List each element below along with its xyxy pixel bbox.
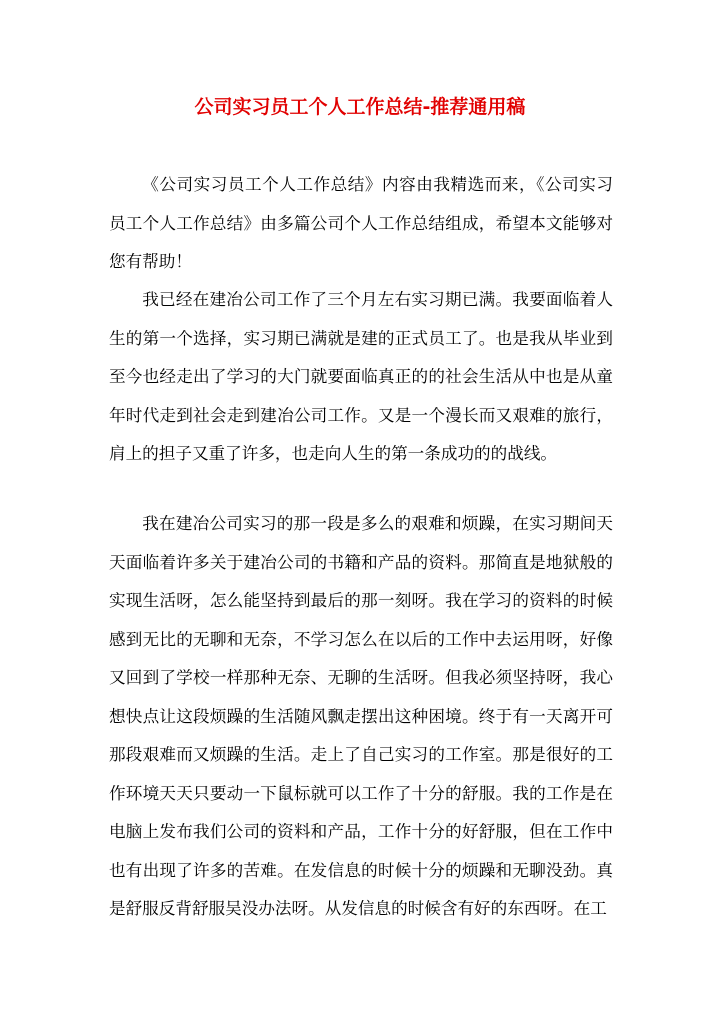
intro-paragraph: 《公司实习员工个人工作总结》内容由我精选而来，《公司实习员工个人工作总结》由多篇公司个人工作总结组成，希望本文能够对您有帮助！ xyxy=(109,175,613,271)
body-paragraph-1: 我已经在建冶公司工作了三个月左右实习期已满。我要面临着人生的第一个选择，实习期已满就是建的正式员工了。也是我从毕业到至今也经走出了学习的大门就要面临真正的的社会生活从中也是从童年时代走到社会走到建冶公司工作。又是一个漫长而又艰难的旅行，肩上的担子又重了许多，也走向人生的第一条成功的的战线。 xyxy=(109,290,613,463)
body-paragraph-2: 我在建冶公司实习的那一段是多么的艰难和烦躁，在实习期间天天面临着许多关于建冶公司的书籍和产品的资料。那简直是地狱般的实现生活呀，怎么能坚持到最后的那一刻呀。我在学习的资料的时候感到无比的无聊和无奈，不学习怎么在以后的工作中去运用呀，好像又回到了学校一样那种无奈、无聊的生活呀。但我必须坚持呀，我心想快点让这段烦躁的生活随风飘走摆出这种困境。终于有一天离开可那段艰难而又烦躁的生活。走上了自己实习的工作室。那是很好的工作环境天天只要动一下鼠标就可以工作了十分的舒服。我的工作是在电脑上发布我们公司的资料和产品，工作十分的好舒服，但在工作中也有出现了许多的苦难。在发信息的时候十分的烦躁和无聊没劲。真是舒服反背舒服吴没办法呀。从发信息的时候含有好的东西呀。在工 xyxy=(109,514,613,918)
document-title: 公司实习员工个人工作总结-推荐通用稿 xyxy=(194,96,526,118)
